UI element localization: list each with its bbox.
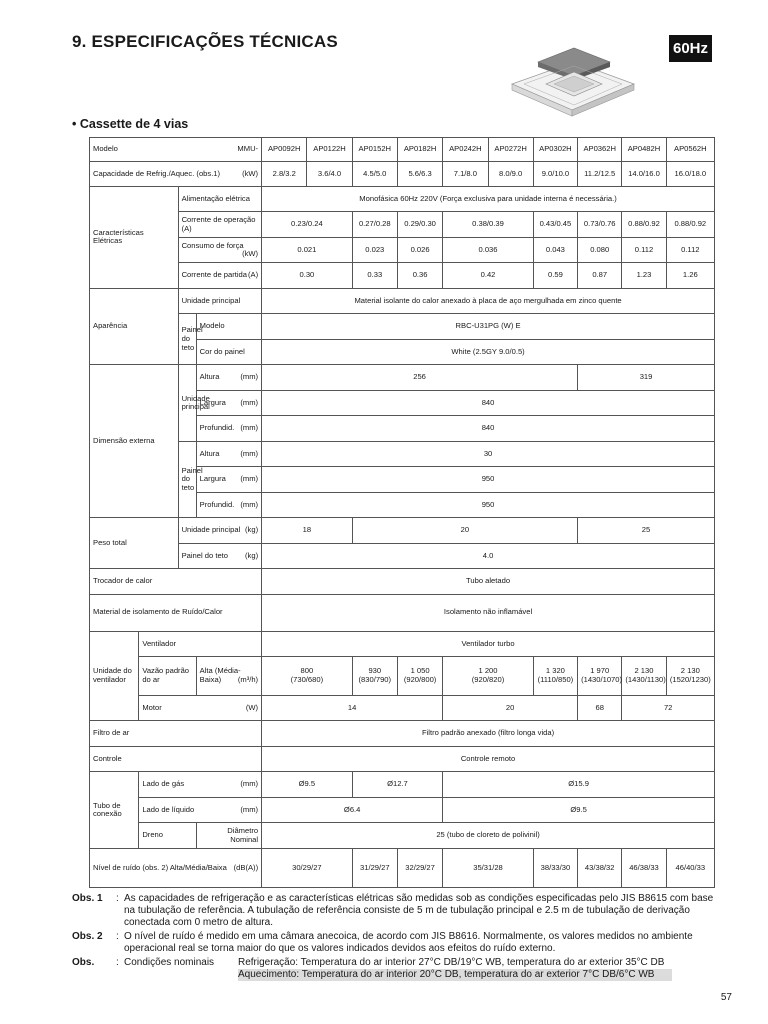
cooling-condition: Refrigeração: Temperatura do ar interior 27°C DB/19°C WB, temperatura do ar exterior 35°C DB <box>238 957 665 968</box>
model-cell: AP0092H <box>262 138 307 162</box>
row-label: Motor (W) <box>139 695 262 721</box>
table-cell: 950 <box>262 467 715 493</box>
table-cell: 800 (730/680) <box>262 657 353 696</box>
table-cell: 1.26 <box>666 263 714 289</box>
table-cell: 14 <box>262 695 443 721</box>
table-cell: 1 970 (1430/1070) <box>578 657 622 696</box>
capacity-cell: 9.0/10.0 <box>533 162 577 186</box>
table-cell: 38/33/30 <box>533 848 577 887</box>
table-cell: 840 <box>262 416 715 442</box>
table-cell: Ø12.7 <box>352 772 443 798</box>
table-row <box>90 543 715 569</box>
table-cell: 0.30 <box>262 263 353 289</box>
row-label: Largura (mm) <box>196 467 261 493</box>
table-cell: White (2.5GY 9.0/0.5) <box>262 339 715 365</box>
row-label: Filtro de ar <box>90 721 262 747</box>
row-label: Nível de ruído (obs. 2) Alta/Média/Baixa (dB(A)) <box>90 848 262 887</box>
page-title: 9. ESPECIFICAÇÕES TÉCNICAS <box>72 32 338 51</box>
table-row <box>90 631 715 657</box>
frequency-badge: 60Hz <box>669 35 712 62</box>
row-label: Unidade principal <box>178 288 262 314</box>
row-label: Unidade principal <box>178 365 196 442</box>
table-row <box>90 138 715 162</box>
row-label: Material de isolamento de Ruído/Calor <box>90 594 262 631</box>
table-cell: 0.36 <box>397 263 442 289</box>
capacity-cell: 14.0/16.0 <box>622 162 666 186</box>
model-cell: AP0152H <box>352 138 397 162</box>
table-cell: 0.026 <box>397 237 442 263</box>
table-row <box>90 314 715 340</box>
table-cell: 0.23/0.24 <box>262 212 353 238</box>
table-cell: 25 <box>578 518 715 544</box>
row-label: Painel do teto <box>178 314 196 365</box>
table-cell: 0.112 <box>622 237 666 263</box>
table-cell: Tubo aletado <box>262 569 715 595</box>
table-cell: 0.43/0.45 <box>533 212 577 238</box>
model-cell: AP0272H <box>488 138 533 162</box>
table-cell: 46/40/33 <box>666 848 714 887</box>
table-row <box>90 772 715 798</box>
section-subtitle: • Cassette de 4 vias <box>72 117 189 131</box>
model-cell: AP0362H <box>578 138 622 162</box>
table-cell: 0.036 <box>443 237 534 263</box>
row-label: Painel do teto <box>178 441 196 518</box>
note-1: Obs. 1 : As capacidades de refrigeração e as características elétricas são medidas sob as condições especificadas pelo JIS B8615 com base na tubulação de referência. A tubulação de referência consiste de 5 m de tubulação principal e 2.5 m de tubulação de derivação conectada com 0 metro de altura. <box>72 893 722 928</box>
table-row <box>90 746 715 772</box>
dimension-group: Dimensão externa <box>90 365 179 518</box>
table-cell: 30 <box>262 441 715 467</box>
table-cell: Material isolante do calor anexado à placa de aço mergulhada em zinco quente <box>262 288 715 314</box>
note-1-text: As capacidades de refrigeração e as características elétricas são medidas sob as condições especificadas pelo JIS B8615 com base na tubulação de referência. A tubulação de referência consiste de 5 m de tubulação principal e 2.5 m de tubulação de derivação conectada com 0 metro de altura. <box>124 893 714 928</box>
table-row <box>90 365 715 391</box>
table-cell: 950 <box>262 492 715 518</box>
row-label: Alta (Média-Baixa) (m³/h) <box>196 657 261 696</box>
table-row <box>90 695 715 721</box>
row-label: Consumo de força (kW) <box>178 237 262 263</box>
capacity-header: Capacidade de Refrig./Aquec. (obs.1) (kW) <box>90 162 262 186</box>
row-label: Modelo <box>196 314 261 340</box>
row-label: Lado de gás (mm) <box>139 772 262 798</box>
table-cell: Ø6.4 <box>262 797 443 823</box>
row-label: Dreno <box>139 823 196 849</box>
table-cell: Ø9.5 <box>262 772 353 798</box>
table-cell: 0.73/0.76 <box>578 212 622 238</box>
row-label: Lado de líquido (mm) <box>139 797 262 823</box>
table-cell: 319 <box>578 365 715 391</box>
table-cell: 20 <box>352 518 577 544</box>
table-cell: 0.023 <box>352 237 397 263</box>
capacity-cell: 2.8/3.2 <box>262 162 307 186</box>
table-cell: 1 320 (1110/850) <box>533 657 577 696</box>
table-row <box>90 288 715 314</box>
table-cell: 68 <box>578 695 622 721</box>
table-cell: 0.043 <box>533 237 577 263</box>
table-row <box>90 263 715 289</box>
table-cell: 35/31/28 <box>443 848 534 887</box>
table-cell: Isolamento não inflamável <box>262 594 715 631</box>
table-cell: 2 130 (1430/1130) <box>622 657 666 696</box>
table-cell: 256 <box>262 365 578 391</box>
note-2: Obs. 2 : O nível de ruído é medido em uma câmara anecoica, de acordo com JIS B8616. Normalmente, os valores medidos no ambiente operacional real se torna maior do que os valores indicados devidos aos efeitos do ruído externo. <box>72 931 722 955</box>
table-cell: 46/38/33 <box>622 848 666 887</box>
table-cell: 0.38/0.39 <box>443 212 534 238</box>
weight-group: Peso total <box>90 518 179 569</box>
row-label: Largura (mm) <box>196 390 261 416</box>
table-cell: Ø9.5 <box>443 797 715 823</box>
capacity-cell: 5.6/6.3 <box>397 162 442 186</box>
note-2-text: O nível de ruído é medido em uma câmara anecoica, de acordo com JIS B8616. Normalmente, os valores medidos no ambiente operacional real se torna maior do que os valores indicados devidos aos efeitos do ruído externo. <box>124 931 693 954</box>
table-row <box>90 823 715 849</box>
table-row <box>90 657 715 696</box>
capacity-cell: 4.5/5.0 <box>352 162 397 186</box>
cassette-unit-image <box>502 40 642 120</box>
row-label: Diâmetro Nominal <box>196 823 261 849</box>
row-label: Trocador de calor <box>90 569 262 595</box>
model-cell: AP0562H <box>666 138 714 162</box>
fan-unit-group: Unidade do ventilador <box>90 631 139 721</box>
model-cell: AP0482H <box>622 138 666 162</box>
capacity-cell: 11.2/12.5 <box>578 162 622 186</box>
table-row <box>90 237 715 263</box>
capacity-cell: 8.0/9.0 <box>488 162 533 186</box>
note-3: Obs. : Condições nominais Refrigeração: Temperatura do ar interior 27°C DB/19°C WB, temperatura do ar exterior 35°C DB Aquecimento: Temperatura do ar interior 20°C DB, temperatura do ar exterior 7°C DB/6°C WB <box>72 957 722 981</box>
table-row <box>90 162 715 186</box>
table-cell: 1 200 (920/820) <box>443 657 534 696</box>
table-cell: 0.88/0.92 <box>622 212 666 238</box>
table-cell: 18 <box>262 518 353 544</box>
model-header: Modelo MMU- <box>90 138 262 162</box>
table-row <box>90 848 715 887</box>
table-row <box>90 186 715 212</box>
table-cell: 0.59 <box>533 263 577 289</box>
page-number: 57 <box>720 992 732 1003</box>
table-row <box>90 721 715 747</box>
row-label: Altura (mm) <box>196 365 261 391</box>
electrical-group: Características Elétricas <box>90 186 179 288</box>
table-cell: 43/38/32 <box>578 848 622 887</box>
table-row <box>90 518 715 544</box>
table-row <box>90 212 715 238</box>
table-row <box>90 594 715 631</box>
table-cell: 1 050 (920/800) <box>397 657 442 696</box>
pipe-group: Tubo de conexão <box>90 772 139 849</box>
row-label: Profundid. (mm) <box>196 492 261 518</box>
row-label: Corrente de partida (A) <box>178 263 262 289</box>
table-cell: Controle remoto <box>262 746 715 772</box>
table-cell: 0.88/0.92 <box>666 212 714 238</box>
table-cell: Filtro padrão anexado (filtro longa vida) <box>262 721 715 747</box>
table-row <box>90 569 715 595</box>
table-cell: RBC-U31PG (W) E <box>262 314 715 340</box>
table-row <box>90 441 715 467</box>
capacity-cell: 16.0/18.0 <box>666 162 714 186</box>
capacity-cell: 7.1/8.0 <box>443 162 488 186</box>
table-row <box>90 797 715 823</box>
table-cell: 20 <box>443 695 578 721</box>
model-cell: AP0242H <box>443 138 488 162</box>
table-cell: 1.23 <box>622 263 666 289</box>
table-cell: 30/29/27 <box>262 848 353 887</box>
table-cell: 4.0 <box>262 543 715 569</box>
row-label: Profundid. (mm) <box>196 416 261 442</box>
table-cell: Ø15.9 <box>443 772 715 798</box>
table-cell: 72 <box>622 695 715 721</box>
row-label: Altura (mm) <box>196 441 261 467</box>
table-cell: 25 (tubo de cloreto de polivinil) <box>262 823 715 849</box>
row-label: Alimentação elétrica <box>178 186 262 212</box>
note-3-text: Condições nominais <box>124 957 215 968</box>
table-cell: 0.021 <box>262 237 353 263</box>
row-label: Vazão padrão do ar <box>139 657 196 696</box>
table-cell: 0.112 <box>666 237 714 263</box>
table-cell: 0.29/0.30 <box>397 212 442 238</box>
table-cell: 930 (830/790) <box>352 657 397 696</box>
model-cell: AP0302H <box>533 138 577 162</box>
row-label: Unidade principal (kg) <box>178 518 262 544</box>
row-label: Ventilador <box>139 631 262 657</box>
heating-condition: Aquecimento: Temperatura do ar interior 20°C DB, temperatura do ar exterior 7°C DB/6°C WB <box>238 969 672 981</box>
table-cell: 0.33 <box>352 263 397 289</box>
power-supply-value: Monofásica 60Hz 220V (Força exclusiva para unidade interna é necessária.) <box>262 186 715 212</box>
model-cell: AP0182H <box>397 138 442 162</box>
row-label: Painel do teto (kg) <box>178 543 262 569</box>
table-cell: 32/29/27 <box>397 848 442 887</box>
model-cell: AP0122H <box>307 138 352 162</box>
row-label: Controle <box>90 746 262 772</box>
row-label: Cor do painel <box>196 339 261 365</box>
row-label: Corrente de operação (A) <box>178 212 262 238</box>
table-cell: 0.080 <box>578 237 622 263</box>
appearance-group: Aparência <box>90 288 179 365</box>
spec-table <box>89 137 715 888</box>
table-cell: 840 <box>262 390 715 416</box>
table-cell: 2 130 (1520/1230) <box>666 657 714 696</box>
table-cell: 0.27/0.28 <box>352 212 397 238</box>
table-cell: 0.42 <box>443 263 534 289</box>
table-cell: Ventilador turbo <box>262 631 715 657</box>
table-cell: 31/29/27 <box>352 848 397 887</box>
capacity-cell: 3.6/4.0 <box>307 162 352 186</box>
table-cell: 0.87 <box>578 263 622 289</box>
